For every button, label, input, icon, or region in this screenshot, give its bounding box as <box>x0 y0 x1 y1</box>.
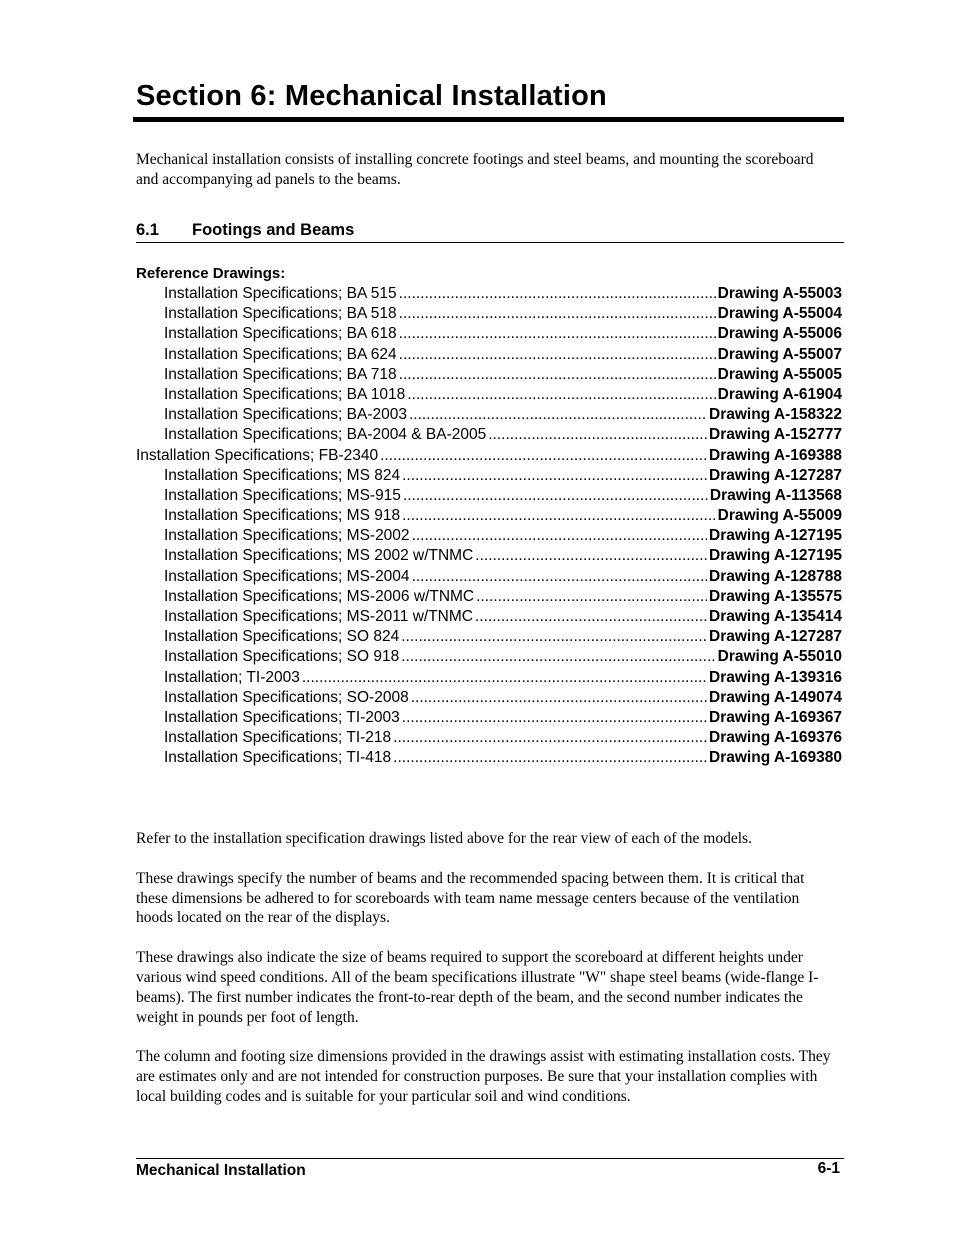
reference-drawing-row <box>136 526 842 546</box>
reference-drawing-row <box>136 324 842 344</box>
reference-drawing-number: Drawing A-169388 <box>709 446 842 464</box>
dot-leader <box>475 607 707 627</box>
reference-drawing-number: Drawing A-169376 <box>709 729 842 747</box>
reference-drawing-row <box>136 668 842 688</box>
reference-drawing-label: Installation Specifications; TI-418 <box>164 749 392 767</box>
page-title: Section 6: Mechanical Installation <box>136 80 607 112</box>
reference-drawing-number: Drawing A-169367 <box>709 708 842 726</box>
dot-leader <box>488 425 707 445</box>
reference-drawing-number: Drawing A-158322 <box>709 406 842 424</box>
dot-leader <box>476 587 707 607</box>
dot-leader <box>412 567 707 587</box>
dot-leader <box>401 647 715 667</box>
reference-drawing-row <box>136 748 842 768</box>
reference-drawing-row <box>136 506 842 526</box>
reference-drawing-label: Installation Specifications; MS-2004 <box>164 567 410 585</box>
reference-drawing-row <box>136 567 842 587</box>
subsection-number: 6.1 <box>136 221 159 239</box>
footer-divider <box>136 1158 844 1159</box>
body-paragraph: These drawings specify the number of beams and the recommended spacing between them. It is critical that these dimensions be adhered to for scoreboards with team name message centers because of the ventilation hoods located on the rear of the displays. <box>136 869 805 927</box>
reference-drawing-row <box>136 688 842 708</box>
dot-leader <box>475 546 707 566</box>
reference-drawing-label: Installation Specifications; BA 518 <box>164 305 397 323</box>
reference-drawing-row <box>136 446 842 466</box>
reference-drawings-list <box>136 284 842 769</box>
reference-drawing-number: Drawing A-139316 <box>709 668 842 686</box>
reference-drawing-label: Installation Specifications; SO 918 <box>164 648 400 666</box>
reference-drawing-number: Drawing A-127195 <box>709 527 842 545</box>
subsection-title: Footings and Beams <box>192 221 355 239</box>
reference-drawing-number: Drawing A-135575 <box>709 587 842 605</box>
reference-drawing-row <box>136 627 842 647</box>
reference-drawing-number: Drawing A-152777 <box>709 426 842 444</box>
reference-drawing-row <box>136 587 842 607</box>
reference-drawing-label: Installation Specifications; MS-2006 w/TNMC <box>164 587 475 605</box>
reference-drawing-label: Installation Specifications; MS 2002 w/TNMC <box>164 547 474 565</box>
reference-drawing-number: Drawing A-55003 <box>717 285 842 302</box>
dot-leader <box>399 304 716 324</box>
reference-drawing-label: Installation Specifications; MS 918 <box>164 507 401 525</box>
reference-drawing-row <box>136 708 842 728</box>
dot-leader <box>402 506 716 526</box>
reference-drawing-number: Drawing A-55004 <box>717 305 842 323</box>
dot-leader <box>393 728 707 748</box>
dot-leader <box>402 708 707 728</box>
reference-drawing-label: Installation Specifications; MS 824 <box>164 466 401 484</box>
reference-drawing-number: Drawing A-127195 <box>709 547 842 565</box>
dot-leader <box>399 324 716 344</box>
reference-drawing-row <box>136 607 842 627</box>
reference-drawing-label: Installation Specifications; BA 718 <box>164 365 397 383</box>
reference-drawing-label: Installation Specifications; MS-915 <box>164 486 401 504</box>
footer-section-name: Mechanical Installation <box>136 1162 306 1179</box>
reference-drawing-row <box>136 284 842 304</box>
reference-drawing-label: Installation Specifications; MS-2011 w/TNMC <box>164 608 473 625</box>
reference-drawing-label: Installation Specifications; FB-2340 <box>136 446 379 464</box>
body-paragraph: These drawings also indicate the size of beams required to support the scoreboard at different heights under various wind speed conditions. All of the beam specifications illustrate "W" shape steel beams (wide-flange I-beams). The first number indicates the front-to-rear depth of the beam, and the second number indicates the weight in pounds per foot of length. <box>136 949 819 1026</box>
dot-leader <box>402 466 707 486</box>
reference-drawing-label: Installation Specifications; SO 824 <box>164 628 400 646</box>
reference-drawing-row <box>136 365 842 385</box>
reference-drawing-row <box>136 304 842 324</box>
reference-drawing-number: Drawing A-128788 <box>709 567 842 585</box>
body-paragraph: Refer to the installation specification drawings listed above for the rear view of each of the models. <box>136 830 752 847</box>
reference-drawing-number: Drawing A-113568 <box>709 486 842 504</box>
reference-drawing-label: Installation Specifications; SO-2008 <box>164 688 409 706</box>
reference-drawing-label: Installation Specifications; BA-2004 & BA-2005 <box>164 426 487 444</box>
title-divider <box>133 117 844 122</box>
reference-drawing-label: Installation Specifications; MS-2002 <box>164 527 410 545</box>
dot-leader <box>393 748 707 768</box>
dot-leader <box>399 365 716 385</box>
reference-drawings-label: Reference Drawings: <box>136 265 286 282</box>
reference-drawing-number: Drawing A-55007 <box>717 345 842 363</box>
reference-drawing-label: Installation Specifications; BA-2003 <box>164 406 407 424</box>
reference-drawing-row <box>136 728 842 748</box>
reference-drawing-number: Drawing A-149074 <box>709 688 842 706</box>
reference-drawing-number: Drawing A-55005 <box>717 365 842 383</box>
reference-drawing-row <box>136 405 842 425</box>
reference-drawing-number: Drawing A-55009 <box>717 507 842 525</box>
body-paragraph: The column and footing size dimensions provided in the drawings assist with estimating installation costs. They are estimates only and are not intended for construction purposes. Be sure that your installation complies with local building codes and is suitable for your particular soil and wind conditions. <box>136 1048 831 1105</box>
intro-paragraph: Mechanical installation consists of installing concrete footings and steel beams, and mounting the scoreboard and accompanying ad panels to the beams. <box>136 151 814 188</box>
reference-drawing-label: Installation Specifications; BA 515 <box>164 285 397 302</box>
reference-drawing-number: Drawing A-55010 <box>717 648 842 666</box>
reference-drawing-row <box>136 546 842 566</box>
dot-leader <box>401 627 707 647</box>
subsection-heading <box>136 220 354 240</box>
reference-drawing-row <box>136 385 842 405</box>
dot-leader <box>409 405 707 425</box>
reference-drawing-label: Installation Specifications; BA 618 <box>164 325 397 343</box>
reference-drawing-label: Installation Specifications; BA 624 <box>164 345 397 363</box>
dot-leader <box>399 345 716 365</box>
dot-leader <box>399 284 716 304</box>
reference-drawing-number: Drawing A-61904 <box>717 385 842 403</box>
reference-drawing-label: Installation Specifications; BA 1018 <box>164 385 406 403</box>
dot-leader <box>411 688 707 708</box>
subsection-divider <box>136 242 844 243</box>
dot-leader <box>403 486 708 506</box>
dot-leader <box>412 526 707 546</box>
reference-drawing-label: Installation; TI-2003 <box>164 668 300 686</box>
reference-drawing-row <box>136 486 842 506</box>
reference-drawing-number: Drawing A-135414 <box>709 608 842 625</box>
body-text <box>136 829 836 1127</box>
reference-drawing-label: Installation Specifications; TI-218 <box>164 729 392 747</box>
dot-leader <box>302 668 707 688</box>
dot-leader <box>380 446 707 466</box>
footer-page-number: 6-1 <box>817 1160 840 1177</box>
reference-drawing-row <box>136 425 842 445</box>
reference-drawing-row <box>136 466 842 486</box>
reference-drawing-label: Installation Specifications; TI-2003 <box>164 708 400 726</box>
reference-drawing-number: Drawing A-55006 <box>717 325 842 343</box>
dot-leader <box>407 385 715 405</box>
reference-drawing-number: Drawing A-169380 <box>709 749 842 767</box>
reference-drawing-number: Drawing A-127287 <box>709 628 842 646</box>
reference-drawing-row <box>136 345 842 365</box>
reference-drawing-number: Drawing A-127287 <box>709 466 842 484</box>
reference-drawing-row <box>136 647 842 667</box>
